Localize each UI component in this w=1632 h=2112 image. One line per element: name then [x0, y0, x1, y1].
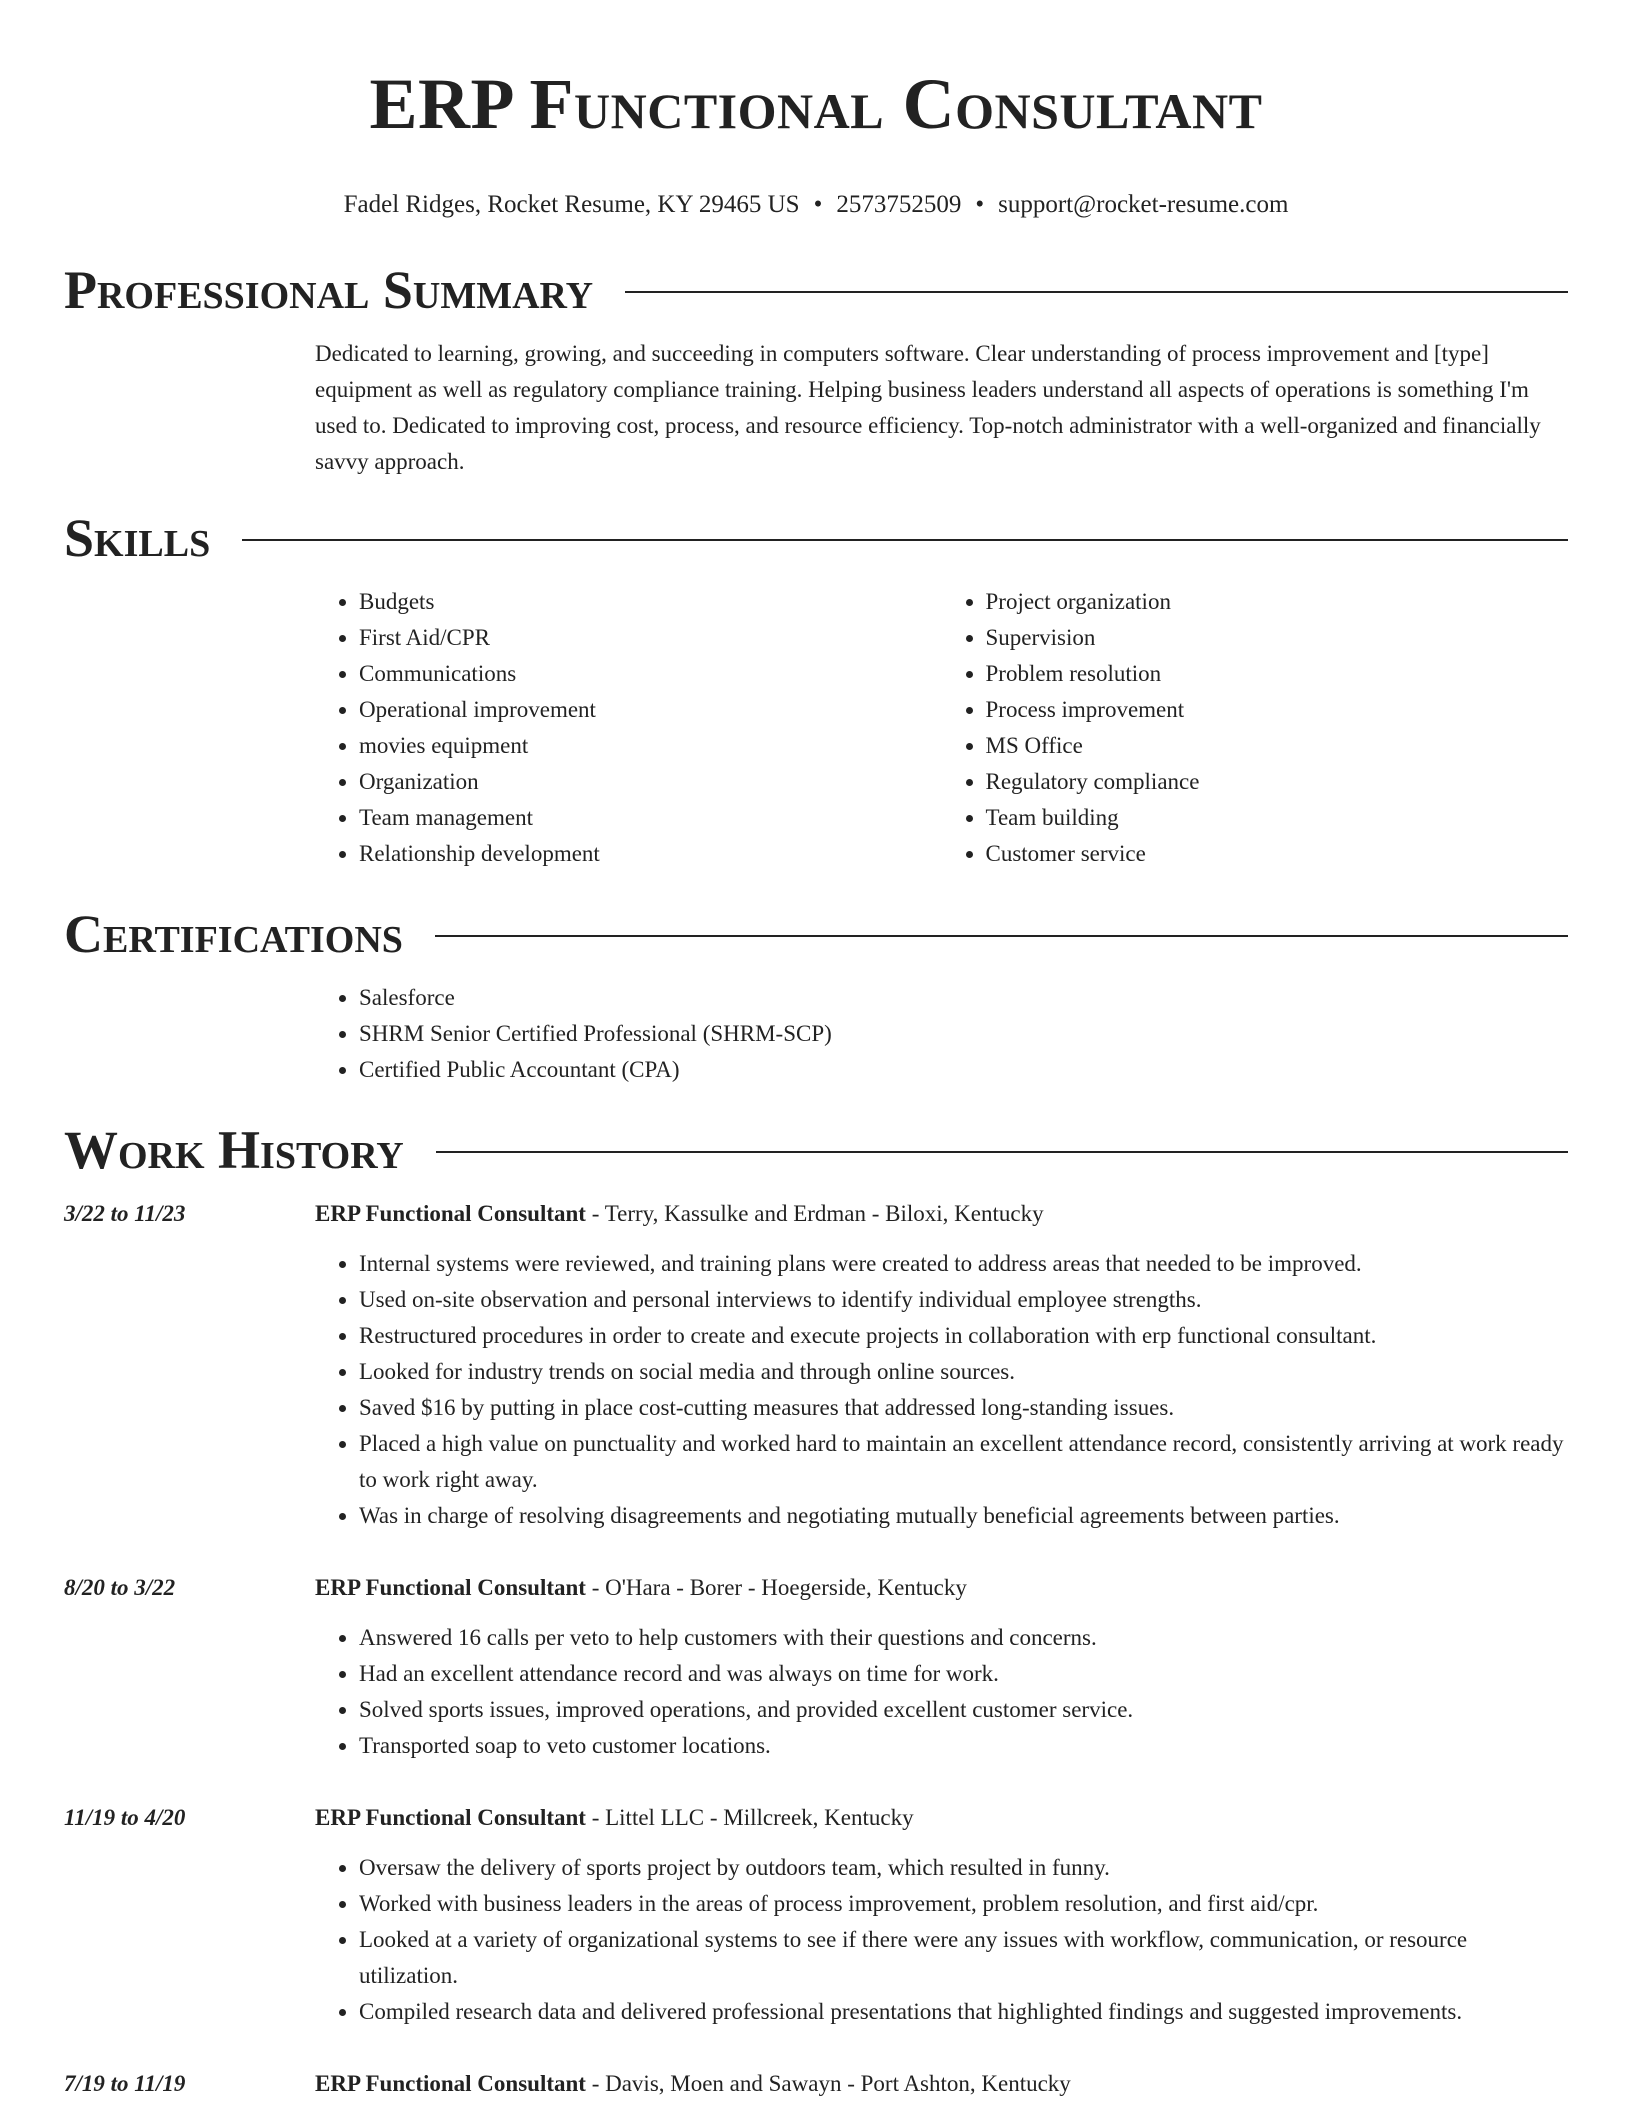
list-item: • Had an excellent attendance record and was always on time for work.: [359, 1656, 1568, 1692]
resume-name: ERP Functional Consultant: [369, 64, 1263, 144]
job-main: [315, 1800, 1568, 2030]
job-company-location: - O'Hara - Borer - Hoegerside, Kentucky: [585, 1575, 967, 1600]
summary-text: Dedicated to learning, growing, and succeeding in computers software. Clear understanding of process improvement and [type] equipment as well as regulatory compliance training. Helping business leaders understand all aspects of operations is something I'm used to. Dedicated to improving cost, process, and resource efficiency. Top-notch administrator with a well-organized and financially savvy approach.: [315, 341, 1541, 474]
list-item: • MS Office: [986, 728, 1569, 764]
job-bullets: [315, 1246, 1568, 1534]
section-title: Professional Summary: [64, 260, 594, 320]
job-entry: [64, 2066, 1568, 2102]
section-rule: [625, 291, 1568, 293]
list-item: • Customer service: [986, 836, 1569, 872]
list-item: • SHRM Senior Certified Professional (SHRM-SCP): [359, 1016, 1568, 1052]
list-item: • Problem resolution: [986, 656, 1569, 692]
section-rule: [436, 1151, 1568, 1153]
job-title: ERP Functional Consultant: [315, 1805, 586, 1830]
job-entry: [64, 1800, 1568, 2030]
job-company-location: - Littel LLC - Millcreek, Kentucky: [585, 1805, 914, 1830]
job-dates: 8/20 to 3/22: [64, 1575, 176, 1600]
job-main: [315, 2066, 1568, 2102]
job-bullets: [315, 1620, 1568, 1764]
list-item: • Restructured procedures in order to create and execute projects in collaboration with erp functional consultant.: [359, 1318, 1568, 1354]
list-item: • movies equipment: [359, 728, 942, 764]
contact-email: support@rocket-resume.com: [998, 191, 1289, 218]
list-item: • Looked at a variety of organizational systems to see if there were any issues with workflow, communication, or resource utilization.: [359, 1922, 1568, 1994]
job-dates: 11/19 to 4/20: [64, 1805, 186, 1830]
list-item: • Team management: [359, 800, 942, 836]
list-item: • Operational improvement: [359, 692, 942, 728]
job-title: ERP Functional Consultant: [315, 1575, 586, 1600]
list-item: • Solved sports issues, improved operations, and provided excellent customer service.: [359, 1692, 1568, 1728]
job-company-location: - Terry, Kassulke and Erdman - Biloxi, Kentucky: [585, 1201, 1044, 1226]
contact-address: Fadel Ridges, Rocket Resume, KY 29465 US: [343, 191, 800, 218]
certifications-list: [315, 980, 1568, 1088]
section-title: Work History: [64, 1120, 404, 1180]
section-title: Certifications: [64, 904, 403, 964]
job-bullets: [315, 1850, 1568, 2030]
list-item: • Relationship development: [359, 836, 942, 872]
contact-line: [64, 190, 1568, 220]
list-item: • Team building: [986, 800, 1569, 836]
list-item: • Internal systems were reviewed, and training plans were created to address areas that needed to be improved.: [359, 1246, 1568, 1282]
summary-section: [64, 258, 1568, 480]
list-item: • Oversaw the delivery of sports project by outdoors team, which resulted in funny.: [359, 1850, 1568, 1886]
job-dates: 3/22 to 11/23: [64, 1201, 186, 1226]
list-item: • Communications: [359, 656, 942, 692]
job-heading: [315, 1196, 1568, 1232]
list-item: • Salesforce: [359, 980, 1568, 1016]
section-header: [64, 1118, 1568, 1182]
work-history-section: [64, 1118, 1568, 2102]
list-item: • Transported soap to veto customer locations.: [359, 1728, 1568, 1764]
skills-list-right: [942, 584, 1569, 872]
list-item: • Process improvement: [986, 692, 1569, 728]
list-item: • Organization: [359, 764, 942, 800]
skills-grid: [315, 584, 1568, 872]
job-company-location: - Davis, Moen and Sawayn - Port Ashton, Kentucky: [585, 2071, 1071, 2096]
section-header: [64, 506, 1568, 570]
list-item: • Answered 16 calls per veto to help customers with their questions and concerns.: [359, 1620, 1568, 1656]
list-item: • Placed a high value on punctuality and worked hard to maintain an excellent attendance record, consistently arriving at work ready to work right away.: [359, 1426, 1568, 1498]
job-main: [315, 1196, 1568, 1534]
contact-separator: •: [975, 191, 985, 218]
contact-phone: 2573752509: [836, 191, 962, 218]
list-item: • First Aid/CPR: [359, 620, 942, 656]
list-item: • Looked for industry trends on social media and through online sources.: [359, 1354, 1568, 1390]
list-item: • Supervision: [986, 620, 1569, 656]
section-rule: [242, 539, 1568, 541]
job-title: ERP Functional Consultant: [315, 1201, 586, 1226]
section-title: Skills: [64, 508, 211, 568]
skills-list-left: [315, 584, 942, 872]
section-header: [64, 258, 1568, 322]
list-item: • Budgets: [359, 584, 942, 620]
list-item: • Used on-site observation and personal interviews to identify individual employee strengths.: [359, 1282, 1568, 1318]
list-item: • Was in charge of resolving disagreements and negotiating mutually beneficial agreements between parties.: [359, 1498, 1568, 1534]
job-heading: [315, 1570, 1568, 1606]
list-item: • Project organization: [986, 584, 1569, 620]
job-title: ERP Functional Consultant: [315, 2071, 586, 2096]
job-main: [315, 1570, 1568, 1764]
certifications-section: [64, 902, 1568, 1088]
job-heading: [315, 2066, 1568, 2102]
job-entry: [64, 1570, 1568, 1764]
job-heading: [315, 1800, 1568, 1836]
jobs-list: [64, 1196, 1568, 2102]
list-item: • Worked with business leaders in the areas of process improvement, problem resolution, and first aid/cpr.: [359, 1886, 1568, 1922]
section-header: [64, 902, 1568, 966]
job-dates: 7/19 to 11/19: [64, 2071, 186, 2096]
list-item: • Saved $16 by putting in place cost-cutting measures that addressed long-standing issues.: [359, 1390, 1568, 1426]
section-rule: [435, 935, 1568, 937]
list-item: • Compiled research data and delivered professional presentations that highlighted findings and suggested improvements.: [359, 1994, 1568, 2030]
job-entry: [64, 1196, 1568, 1534]
certifications-body: [315, 980, 1568, 1088]
list-item: • Certified Public Accountant (CPA): [359, 1052, 1568, 1088]
list-item: • Regulatory compliance: [986, 764, 1569, 800]
skills-section: [64, 506, 1568, 872]
contact-separator: •: [813, 191, 823, 218]
